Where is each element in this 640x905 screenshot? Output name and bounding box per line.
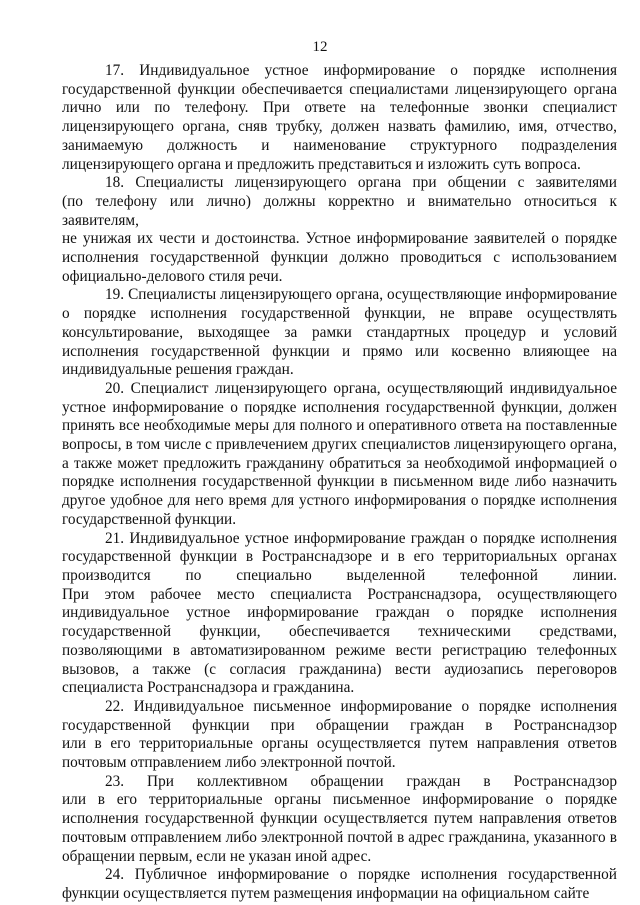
paragraph-line: исполнения государственной функции и прямо или косвенно влияющее на <box>62 342 617 360</box>
paragraph-line: государственной функции. <box>62 510 237 528</box>
paragraph-line: порядке исполнения государственной функции в письменном виде либо назначить <box>62 473 617 491</box>
paragraph-line: государственной функции в Ространснадзоре и в его территориальных органах <box>62 548 617 566</box>
paragraph-line: другое удобное для него время для устного информирования о порядке исполнения <box>62 492 617 510</box>
paragraph-line: не унижая их чести и достоинства. Устное информирование заявителей о порядке <box>62 230 617 248</box>
paragraph-line: 21. Индивидуальное устное информирование граждан о порядке исполнения <box>105 529 617 547</box>
body-text <box>62 62 617 904</box>
paragraph-line: исполнения государственной функции должно проводиться с использованием <box>62 249 617 267</box>
paragraph-line: или в его территориальные органы осуществляется путем направления ответов <box>62 735 617 753</box>
paragraph-line: почтовым отправлением либо электронной почтой в адрес гражданина, указанного в <box>62 828 617 846</box>
paragraph-line: функции осуществляется путем размещения информации на официальном сайте <box>62 884 590 902</box>
paragraph-line: 20. Специалист лицензирующего органа, осуществляющий индивидуальное <box>105 379 617 397</box>
paragraph-line: консультирование, выходящее за рамки стандартных процедур и условий <box>62 323 617 341</box>
paragraph-p24 <box>62 866 617 903</box>
paragraph-line: 24. Публичное информирование о порядке исполнения государственной <box>105 866 617 884</box>
paragraph-line: 18. Специалисты лицензирующего органа при общении с заявителями <box>105 174 617 192</box>
paragraph-line: индивидуальное устное информирование граждан о порядке исполнения <box>62 604 617 622</box>
paragraph-line: специалиста Ространснадзора и гражданина. <box>62 679 355 697</box>
paragraph-line: исполнения государственной функции осуществляется путем направления ответов <box>62 810 617 828</box>
paragraph-line: (по телефону или лично) должны корректно и внимательно относиться к заявителям, <box>62 192 617 229</box>
paragraph-line: индивидуальные решения граждан. <box>62 361 294 379</box>
paragraph-line: государственной функции при обращении граждан в Ространснадзор <box>62 716 617 734</box>
paragraph-p17 <box>62 62 617 174</box>
page-number: 12 <box>312 39 328 55</box>
paragraph-p20 <box>62 380 617 530</box>
paragraph-line: 23. При коллективном обращении граждан в Ространснадзор <box>105 772 617 790</box>
paragraph-line: или в его территориальные органы письменное информирование о порядке <box>62 791 617 809</box>
paragraph-p19 <box>62 286 617 380</box>
paragraph-line: принять все необходимые меры для полного и оперативного ответа на поставленные <box>62 417 617 435</box>
paragraph-line: занимаемую должность и наименование структурного подразделения <box>62 136 617 154</box>
paragraph-line: государственной функции обеспечивается специалистами лицензирующего органа <box>62 80 617 98</box>
paragraph-line: 22. Индивидуальное письменное информирование о порядке исполнения <box>105 697 617 715</box>
paragraph-line: обращении первым, если не указан иной адрес. <box>62 847 372 865</box>
paragraph-line: а также может предложить гражданину обратиться за необходимой информацией о <box>62 454 617 472</box>
paragraph-p22 <box>62 698 617 773</box>
paragraph-line: государственной функции, обеспечивается техническими средствами, <box>62 623 617 641</box>
paragraph-line: 19. Специалисты лицензирующего органа, осуществляющие информирование <box>105 286 617 304</box>
paragraph-line: позволяющими в автоматизированном режиме вести регистрацию телефонных <box>62 641 617 659</box>
paragraph-line: о порядке исполнения государственной функции, не вправе осуществлять <box>62 305 617 323</box>
paragraph-line: При этом рабочее место специалиста Ространснадзора, осуществляющего <box>62 585 617 603</box>
paragraph-line: лицензирующего органа и предложить представиться и изложить суть вопроса. <box>62 155 581 173</box>
paragraph-line: вызовов, а также (с согласия гражданина) вести аудиозапись переговоров <box>62 660 617 678</box>
paragraph-line: официально-делового стиля речи. <box>62 267 283 285</box>
paragraph-line: производится по специально выделенной телефонной линии. <box>62 566 617 584</box>
paragraph-line: почтовым отправлением либо электронной почтой. <box>62 754 396 772</box>
paragraph-p21 <box>62 530 617 698</box>
paragraph-p23 <box>62 773 617 867</box>
paragraph-line: лицензирующего органа, сняв трубку, должен назвать фамилию, имя, отчество, <box>62 118 617 136</box>
paragraph-p18 <box>62 174 617 286</box>
paragraph-line: лично или по телефону. При ответе на телефонные звонки специалист <box>62 99 617 117</box>
paragraph-line: 17. Индивидуальное устное информирование о порядке исполнения <box>105 62 617 79</box>
paragraph-line: устное информирование о порядке исполнения государственной функции, должен <box>62 398 617 416</box>
paragraph-line: вопросы, в том числе с привлечением других специалистов лицензирующего органа, <box>62 436 617 454</box>
